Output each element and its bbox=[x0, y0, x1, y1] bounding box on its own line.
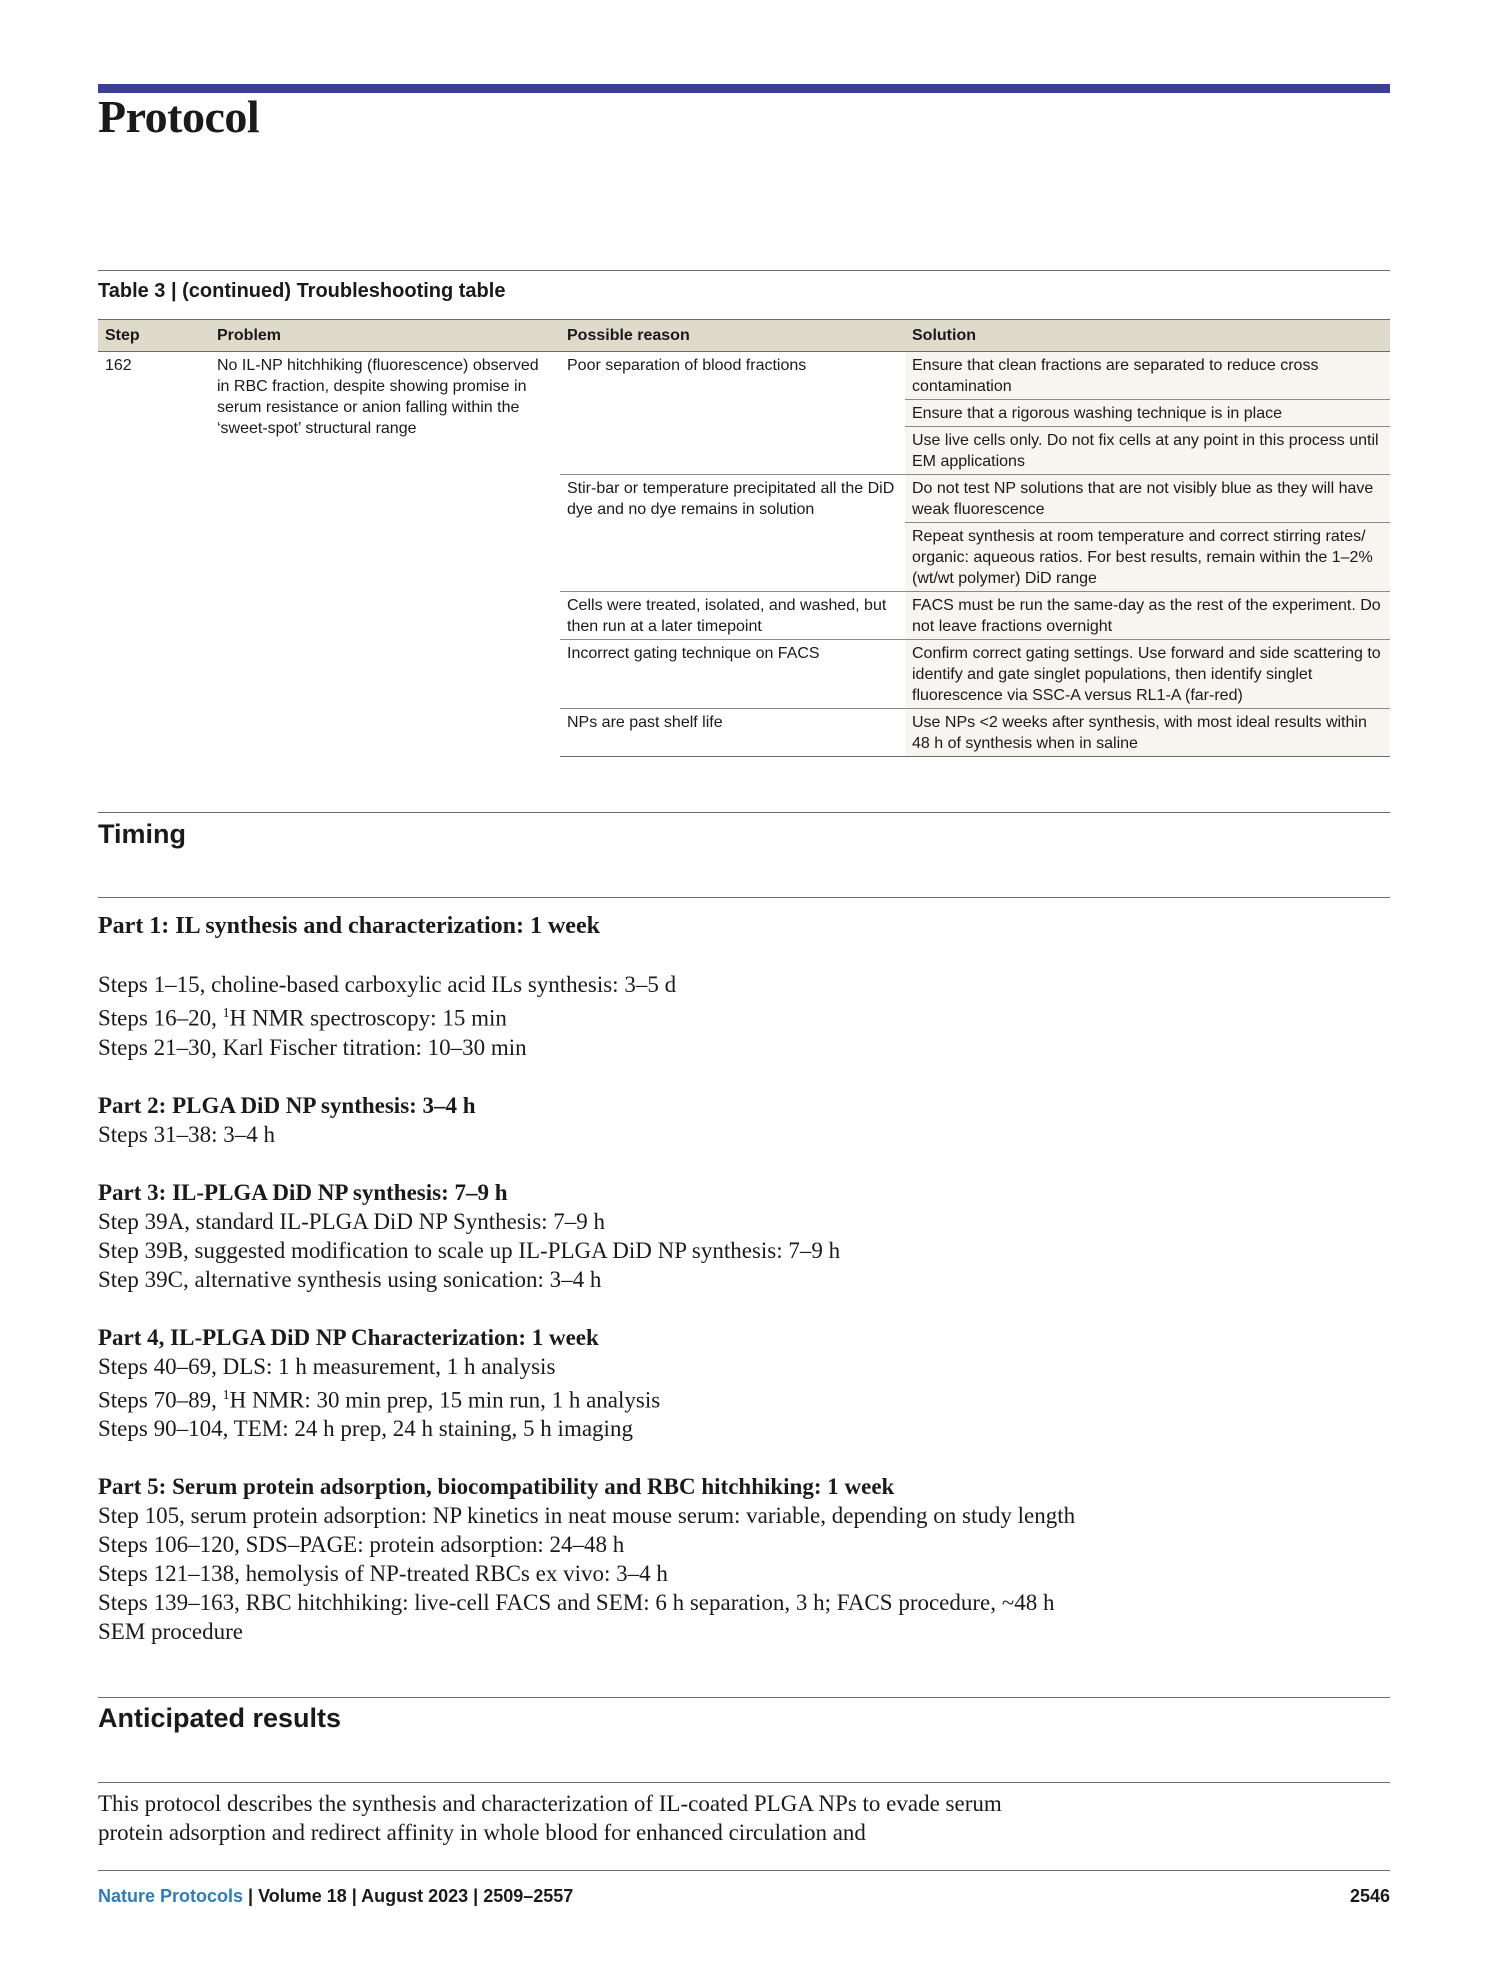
troubleshooting-table bbox=[98, 319, 1390, 757]
reason-cell: Incorrect gating technique on FACS bbox=[560, 640, 905, 709]
reason-cell: Stir-bar or temperature precipitated all the DiD dye and no dye remains in solution bbox=[560, 475, 905, 592]
part3-block bbox=[98, 1178, 1098, 1294]
timing-line: Steps 31–38: 3–4 h bbox=[98, 1121, 275, 1147]
timing-heading: Timing bbox=[98, 819, 187, 849]
solution-cell: Ensure that clean fractions are separated to reduce cross contamination bbox=[905, 352, 1390, 400]
reason-cell: Cells were treated, isolated, and washed, but then run at a later timepoint bbox=[560, 592, 905, 640]
header-rule bbox=[98, 84, 1390, 93]
troubleshooting-table-section bbox=[98, 270, 1390, 757]
page-number: 2546 bbox=[1349, 1886, 1390, 1906]
timing-line: Step 39A, standard IL-PLGA DiD NP Synthesis: 7–9 h bbox=[98, 1208, 606, 1234]
reason-cell: NPs are past shelf life bbox=[560, 709, 905, 757]
timing-rule bbox=[98, 812, 1390, 813]
column-header-step: Step bbox=[98, 320, 210, 352]
part2-title: Part 2: PLGA DiD NP synthesis: 3–4 h bbox=[98, 1092, 476, 1118]
part5-title: Part 5: Serum protein adsorption, biocompatibility and RBC hitchhiking: 1 week bbox=[98, 1474, 895, 1500]
part1-block bbox=[98, 970, 1098, 1062]
timing-line: Step 39B, suggested modification to scale up IL-PLGA DiD NP synthesis: 7–9 h bbox=[98, 1237, 841, 1263]
timing-line: Steps 21–30, Karl Fischer titration: 10–30 min bbox=[98, 1034, 527, 1060]
timing-line: Step 105, serum protein adsorption: NP kinetics in neat mouse serum: variable, depending on study length bbox=[98, 1503, 1076, 1529]
timing-line: Steps 121–138, hemolysis of NP-treated RBCs ex vivo: 3–4 h bbox=[98, 1561, 668, 1587]
anticipated-body-rule bbox=[98, 1782, 1390, 1783]
solution-cell: Do not test NP solutions that are not visibly blue as they will have weak fluorescence bbox=[905, 475, 1390, 523]
footer-citation bbox=[98, 1886, 573, 1907]
reason-cell: Poor separation of blood fractions bbox=[560, 352, 905, 475]
footer-details: | Volume 18 | August 2023 | 2509–2557 bbox=[243, 1886, 574, 1906]
footer-rule bbox=[98, 1870, 1390, 1871]
anticipated-body: This protocol describes the synthesis and characterization of IL-coated PLGA NPs to evade serum protein adsorption and redirect affinity in whole blood for enhanced circulation and bbox=[98, 1791, 1002, 1845]
timing-line: Steps 1–15, choline-based carboxylic acid ILs synthesis: 3–5 d bbox=[98, 972, 677, 997]
timing-line: Steps 40–69, DLS: 1 h measurement, 1 h analysis bbox=[98, 1353, 556, 1379]
solution-cell: Repeat synthesis at room temperature and correct stirring rates/ organic: aqueous ratios. For best results, remain within the 1–2% (wt/wt polymer) DiD range bbox=[905, 523, 1390, 592]
part5-block bbox=[98, 1472, 1098, 1646]
timing-line: Step 39C, alternative synthesis using sonication: 3–4 h bbox=[98, 1266, 602, 1292]
solution-cell: Confirm correct gating settings. Use forward and side scattering to identify and gate singlet populations, then identify singlet fluorescence via SSC-A versus RL1-A (far-red) bbox=[905, 640, 1390, 709]
timing-line: Steps 90–104, TEM: 24 h prep, 24 h staining, 5 h imaging bbox=[98, 1416, 633, 1442]
part4-title: Part 4, IL-PLGA DiD NP Characterization: 1 week bbox=[98, 1324, 599, 1350]
column-header-solution: Solution bbox=[905, 320, 1390, 352]
solution-cell: Use NPs <2 weeks after synthesis, with most ideal results within 48 h of synthesis when in saline bbox=[905, 709, 1390, 757]
anticipated-heading: Anticipated results bbox=[98, 1703, 342, 1733]
part1-title: Part 1: IL synthesis and characterization: 1 week bbox=[98, 913, 600, 939]
solution-cell: FACS must be run the same-day as the rest of the experiment. Do not leave fractions overnight bbox=[905, 592, 1390, 640]
part4-block bbox=[98, 1323, 1098, 1444]
table-caption: Table 3 | (continued) Troubleshooting table bbox=[98, 280, 506, 302]
table-header-row bbox=[98, 320, 1390, 352]
column-header-reason: Possible reason bbox=[560, 320, 905, 352]
timing-line: Steps 70–89, $^1$H NMR: 30 min prep, 15 min run, 1 h analysis bbox=[98, 1387, 661, 1413]
part3-title: Part 3: IL-PLGA DiD NP synthesis: 7–9 h bbox=[98, 1179, 508, 1205]
step-cell: 162 bbox=[98, 352, 210, 757]
table-row bbox=[98, 352, 1390, 400]
table-top-rule bbox=[98, 270, 1390, 271]
part2-block bbox=[98, 1091, 1098, 1149]
timing-line: Steps 106–120, SDS–PAGE: protein adsorption: 24–48 h bbox=[98, 1532, 625, 1558]
solution-cell: Use live cells only. Do not fix cells at any point in this process until EM applications bbox=[905, 427, 1390, 475]
footer-journal-name: Nature Protocols bbox=[98, 1886, 244, 1906]
page-header-title: Protocol bbox=[98, 91, 260, 142]
timing-body bbox=[98, 912, 1098, 1675]
anticipated-rule bbox=[98, 1697, 1390, 1698]
part1-rule bbox=[98, 897, 1390, 898]
problem-cell: No IL-NP hitchhiking (fluorescence) observed in RBC fraction, despite showing promise in serum resistance or anion falling within the ‘sweet-spot’ structural range bbox=[210, 352, 560, 757]
column-header-problem: Problem bbox=[210, 320, 560, 352]
timing-line: Steps 139–163, RBC hitchhiking: live-cell FACS and SEM: 6 h separation, 3 h; FACS procedure, ~48 h SEM procedure bbox=[98, 1590, 1055, 1645]
timing-line: Steps 16–20, $^1$H NMR spectroscopy: 15 min bbox=[98, 1005, 507, 1031]
solution-cell: Ensure that a rigorous washing technique is in place bbox=[905, 400, 1390, 427]
